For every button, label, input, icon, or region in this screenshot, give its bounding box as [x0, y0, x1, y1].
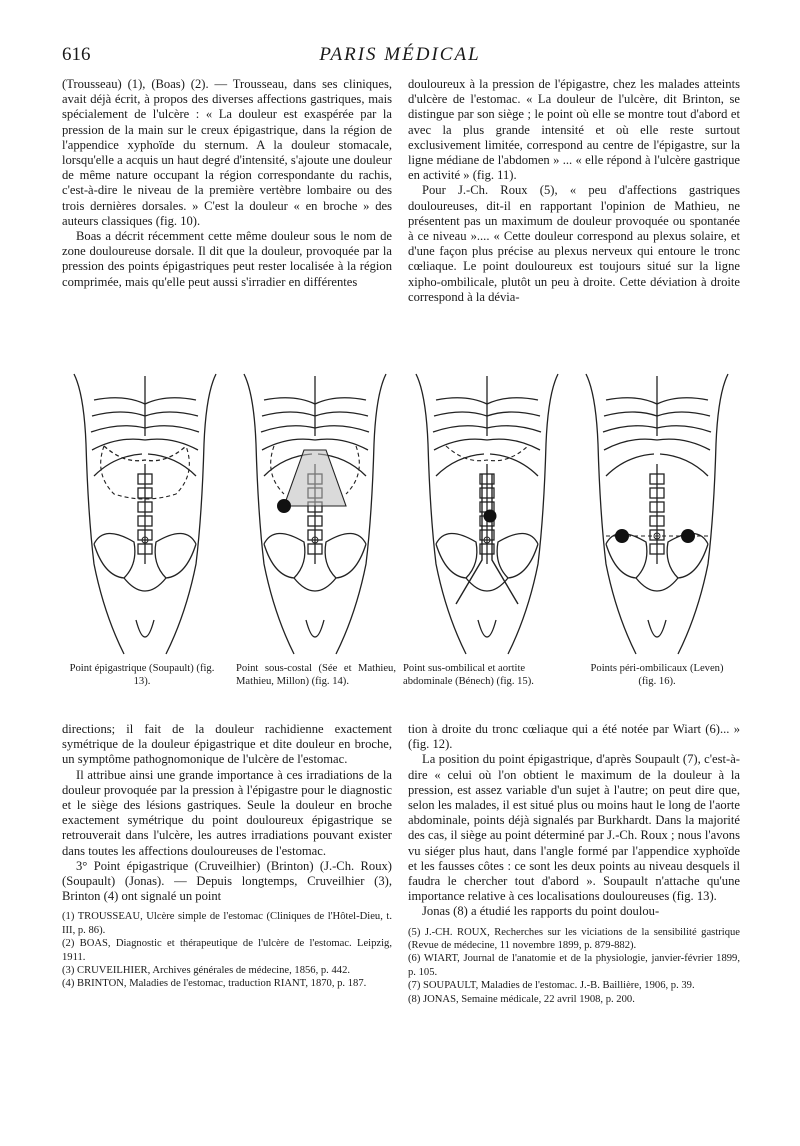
- paragraph: Il attribue ainsi une grande importance à ces irradiations de la douleur provoquée par la pression à l'épigastre pour le diagnostic et le siège des lésions gastriques. Seule la douleur en broche exactement symétrique du point douloureux épigastrique se retrouverait dans l'ulcère, les autres irradiations pouvant exister dans toutes les affections douloureuses de l'estomac.: [62, 767, 392, 858]
- paragraph: 3° Point épigastrique (Cruveilhier) (Brinton) (J.-Ch. Roux) (Soupault) (Jonas). — Depuis longtemps, Cruveilhier (3), Brinton (4) ont signalé un point: [62, 858, 392, 904]
- figure-caption: Point sous-costal (Sée et Mathieu, Mathieu, Millon) (fig. 14).: [236, 663, 396, 688]
- figure-caption: Point épigastrique (Soupault) (fig. 13).: [69, 663, 215, 688]
- column-top-right: [408, 77, 740, 305]
- footnote: (8) JONAS, Semaine médicale, 22 avril 1908, p. 200.: [408, 993, 635, 1005]
- torso-illustration: [406, 364, 568, 656]
- figure-plate: [64, 364, 740, 664]
- torso-figure-14: [234, 364, 396, 656]
- footnote: (3) CRUVEILHIER, Archives générales de médecine, 1856, p. 442.: [62, 965, 351, 977]
- torso-figure-16: [576, 364, 738, 656]
- pain-point: [484, 510, 497, 523]
- footnote: (7) SOUPAULT, Maladies de l'estomac. J.-B. Baillière, 1906, p. 39.: [408, 980, 695, 992]
- figure-caption: Points péri-ombilicaux (Leven) (fig. 16).: [590, 663, 724, 688]
- paragraph: (Trousseau) (1), (Boas) (2). — Trousseau, dans ses cliniques, avait déjà écrit, à propos des diverses affections gastriques, mais spécialement de l'ulcère : « La douleur est exaspérée par la pression de la main sur le creux épigastrique, dans la région de l'appendice xyphoïde du sternum. A la douleur stomacale, lorsqu'elle a acquis un haut degré d'intensité, s'ajoute une douleur de même nature occupant la région correspondante du rachis, c'est-à-dire le niveau de la première vertèbre lombaire ou des trois dernières dorsales. » C'est la douleur « en broche » des auteurs classiques (fig. 10).: [62, 77, 392, 228]
- footnote: (6) WIART, Journal de l'anatomie et de la physiologie, janvier-février 1899, p. 105.: [408, 953, 740, 978]
- figure-caption: Point sus-ombilical et aortite abdominale (Bénech) (fig. 15).: [403, 663, 534, 688]
- footnotes: [408, 926, 740, 1006]
- torso-illustration: [64, 364, 226, 656]
- footnote: (4) BRINTON, Maladies de l'estomac, traduction RIANT, 1870, p. 187.: [62, 978, 367, 990]
- pain-point: [681, 529, 695, 543]
- footnote: (2) BOAS, Diagnostic et thérapeutique de l'ulcère de l'estomac. Leipzig, 1911.: [62, 938, 392, 963]
- column-bottom-right: [408, 722, 740, 1006]
- paragraph: tion à droite du tronc cœliaque qui a été notée par Wiart (6)... » (fig. 12).: [408, 722, 740, 752]
- footnotes: [62, 910, 392, 990]
- torso-figure-13: [64, 364, 226, 656]
- torso-illustration: [234, 364, 396, 656]
- footnote: (5) J.-CH. ROUX, Recherches sur les viciations de la sensibilité gastrique (Revue de médecine, 11 novembre 1899, p. 879-882).: [408, 926, 740, 952]
- page-header: [62, 44, 738, 68]
- torso-illustration: [576, 364, 738, 656]
- page-number: 616: [62, 44, 91, 65]
- journal-title: PARIS MÉDICAL: [319, 44, 481, 65]
- paragraph: Pour J.-Ch. Roux (5), « peu d'affections gastriques douloureuses, dit-il en rapportant l'opinion de Mathieu, ne présentent pas un maximum de douleur provoquée ou spontanée à ce niveau ».... « Cette douleur correspond au plexus solaire, et d'une façon plus précise au plexus nerveux qui entoure le tronc cœliaque. Le point douloureux est toujours situé sur la ligne xipho-ombilicale, plutôt un peu à droite. Cette déviation à droite correspond à la dévia-: [408, 183, 740, 304]
- footnote: (1) TROUSSEAU, Ulcère simple de l'estomac (Cliniques de l'Hôtel-Dieu, t. III, p. 86).: [62, 911, 392, 936]
- paragraph: Boas a décrit récemment cette même douleur sous le nom de zone douloureuse dorsale. Il dit que la douleur, provoquée par la pression des points épigastriques peut rester localisée à la région comprimée, mais qu'elle peut aussi s'irradier en différentes: [62, 229, 392, 289]
- column-bottom-left: [62, 722, 392, 991]
- torso-figure-15: [406, 364, 568, 656]
- paragraph: La position du point épigastrique, d'après Soupault (7), c'est-à-dire « celui où l'on obtient le maximum de la douleur à la pression, est assez variable d'un sujet à l'autre; on peut dire que, selon les malades, il est situé plus ou moins haut le long de l'aorte abdominale, points déjà signalés par Burkhardt. Dans la majorité des cas, il siège au point déterminé par J.-Ch. Roux ; nous l'avons vu siéger plus haut, dans l'angle formé par l'appendice xyphoïde et les fausses côtes : ce sont les deux points au niveau desquels il faudra le chercher tout d'abord ». Soupault n'attache qu'une importance relative à ces localisations douloureuses (fig. 13).: [408, 752, 740, 904]
- paragraph: Jonas (8) a étudié les rapports du point doulou-: [422, 904, 660, 919]
- paragraph: directions; il fait de la douleur rachidienne exactement symétrique de la douleur épigastrique et dite douleur en broche, un symptôme pathognomonique de l'ulcère de l'estomac.: [62, 722, 392, 767]
- paragraph: douloureux à la pression de l'épigastre, chez les malades atteints d'ulcère de l'estomac. « La douleur de l'ulcère, dit Brinton, se distingue par son siège ; le point où elle se montre tout d'abord et avec la plus grande intensité et où elle reste surtout exclusivement limitée, correspond au centre de l'épigastre, sur la ligne médiane de l'abdomen » ... « elle répond à l'ulcère gastrique en activité » (fig. 11).: [408, 77, 740, 183]
- pain-point: [615, 529, 629, 543]
- pain-point: [277, 499, 291, 513]
- column-top-left: [62, 77, 392, 290]
